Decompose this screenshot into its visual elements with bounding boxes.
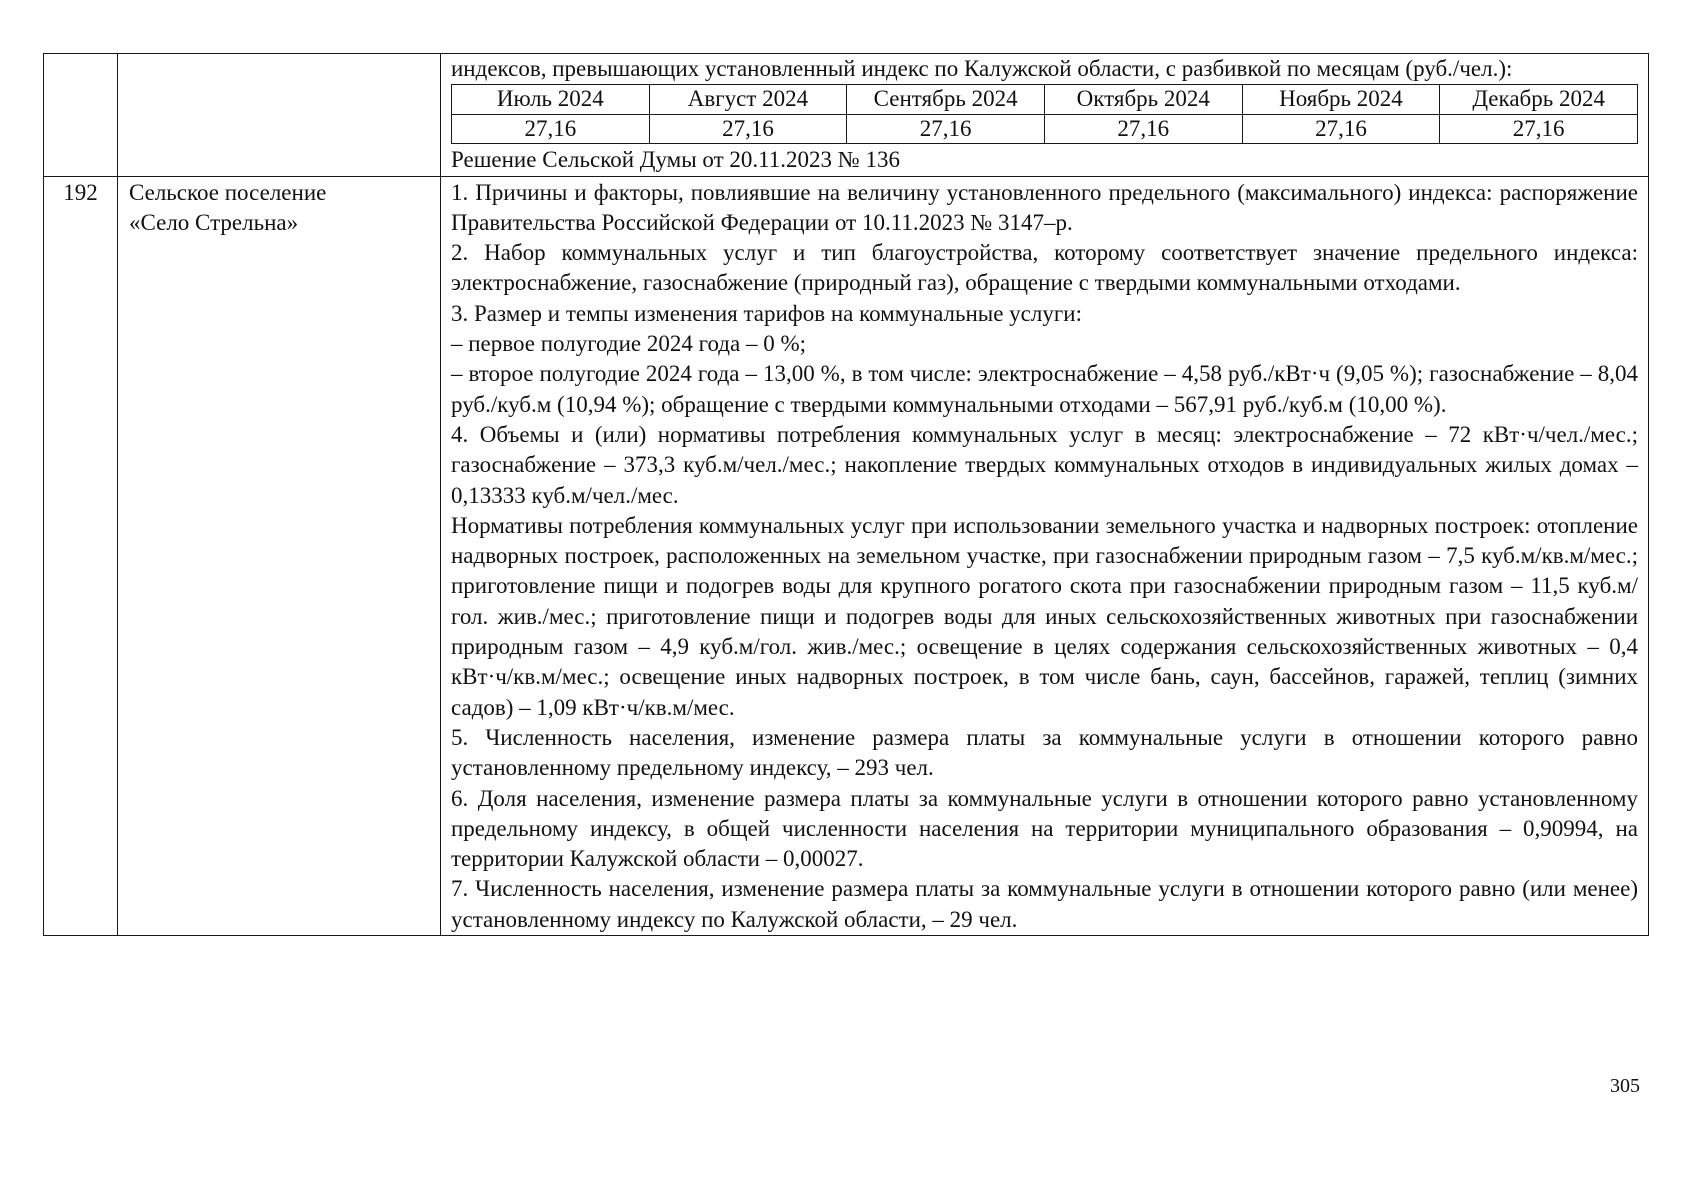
month-header-august: Август 2024 bbox=[649, 85, 847, 115]
index-value-november: 27,16 bbox=[1242, 114, 1440, 144]
settlement-name-cell-empty bbox=[118, 54, 441, 177]
municipal-index-table bbox=[43, 53, 1649, 936]
month-header-october: Октябрь 2024 bbox=[1044, 85, 1242, 115]
month-header-september: Сентябрь 2024 bbox=[847, 85, 1045, 115]
month-header-july: Июль 2024 bbox=[452, 85, 650, 115]
row-number-cell-empty bbox=[44, 54, 118, 177]
settlement-name-line2: «Село Стрельна» bbox=[129, 209, 299, 235]
month-header-november: Ноябрь 2024 bbox=[1242, 85, 1440, 115]
settlement-name-line1: Сельское поселение bbox=[129, 179, 327, 205]
paragraph-6-population-share: 6. Доля населения, изменение размера платы за коммунальные услуги в отношении которого равно установленному предельному индексу, в общей численности населения на территории муниципального образования – 0,90994, на территории Калужской области – 0,00027. bbox=[451, 785, 1638, 872]
row-number-cell: 192 bbox=[44, 176, 118, 935]
paragraph-2-services-set: 2. Набор коммунальных услуг и тип благоустройства, которому соответствует значение предельного индекса: электроснабжение, газоснабжение (природный газ), обращение с твердыми коммунальными отходами. bbox=[451, 240, 1638, 296]
month-header-december: Декабрь 2024 bbox=[1440, 85, 1638, 115]
index-intro-text: индексов, превышающих установленный индекс по Калужской области, с разбивкой по месяцам (руб./чел.): bbox=[451, 56, 1513, 81]
index-value-august: 27,16 bbox=[649, 114, 847, 144]
page-number: 305 bbox=[1610, 1075, 1640, 1097]
paragraph-4-consumption-volumes: 4. Объемы и (или) нормативы потребления коммунальных услуг в месяц: электроснабжение – 72 кВт·ч/чел./мес.; газоснабжение – 373,3 куб.м/чел./мес.; накопление твердых коммунальных отходов в индивидуальных жилых домах – 0,13333 куб.м/чел./мес. bbox=[451, 421, 1638, 508]
paragraph-3-first-half: – первое полугодие 2024 года – 0 %; bbox=[451, 331, 807, 357]
settlement-name-cell bbox=[118, 176, 441, 935]
index-value-september: 27,16 bbox=[847, 114, 1045, 144]
index-value-july: 27,16 bbox=[452, 114, 650, 144]
monthly-index-table bbox=[451, 84, 1638, 144]
paragraph-7-population-below-index: 7. Численность населения, изменение размера платы за коммунальные услуги в отношении которого равно (или менее) установленному индексу по Калужской области, – 29 чел. bbox=[451, 876, 1638, 932]
paragraph-3-tariffs-heading: 3. Размер и темпы изменения тарифов на коммунальные услуги: bbox=[451, 300, 1082, 326]
table-row-192 bbox=[44, 176, 1649, 935]
paragraph-land-plot-norms: Нормативы потребления коммунальных услуг при использовании земельного участка и надворных построек: отопление надворных построек, расположенных на земельном участке, при газоснабжении природным газом – 7,5 куб.м/кв.м/мес.; приготовление пищи и подогрев воды для крупного рогатого скота при газоснабжении природным газом – 11,5 куб.м/гол. жив./мес.; приготовление пищи и подогрев воды для иных сельскохозяйственных животных при газоснабжении природным газом – 4,9 куб.м/гол. жив./мес.; освещение в целях содержания сельскохозяйственных животных – 0,4 кВт·ч/кв.м/мес.; освещение иных надворных построек, в том числе бань, саун, бассейнов, гаражей, теплиц (зимних садов) – 1,09 кВт·ч/кв.м/мес. bbox=[451, 512, 1638, 720]
description-cell-192 bbox=[441, 176, 1649, 935]
monthly-index-values-row bbox=[452, 114, 1638, 144]
council-decision-text: Решение Сельской Думы от 20.11.2023 № 136 bbox=[451, 147, 900, 173]
paragraph-5-population-count: 5. Численность населения, изменение размера платы за коммунальные услуги в отношении которого равно установленному предельному индексу, – 293 чел. bbox=[451, 724, 1638, 781]
table-row-previous-continued bbox=[44, 54, 1649, 177]
index-value-october: 27,16 bbox=[1044, 114, 1242, 144]
description-cell-previous bbox=[441, 54, 1649, 177]
paragraph-1-reasons: 1. Причины и факторы, повлиявшие на величину установленного предельного (максимального) индекса: распоряжение Правительства Российской Федерации от 10.11.2023 № 3147–р. bbox=[451, 179, 1638, 235]
paragraph-3-second-half: – второе полугодие 2024 года – 13,00 %, в том числе: электроснабжение – 4,58 руб./кВт·ч (9,05 %); газоснабжение – 8,04 руб./куб.м (10,94 %); обращение с твердыми коммунальными отходами – 567,91 руб./куб.м (10,00 %). bbox=[451, 361, 1638, 417]
index-value-december: 27,16 bbox=[1440, 114, 1638, 144]
monthly-index-header-row bbox=[452, 85, 1638, 115]
